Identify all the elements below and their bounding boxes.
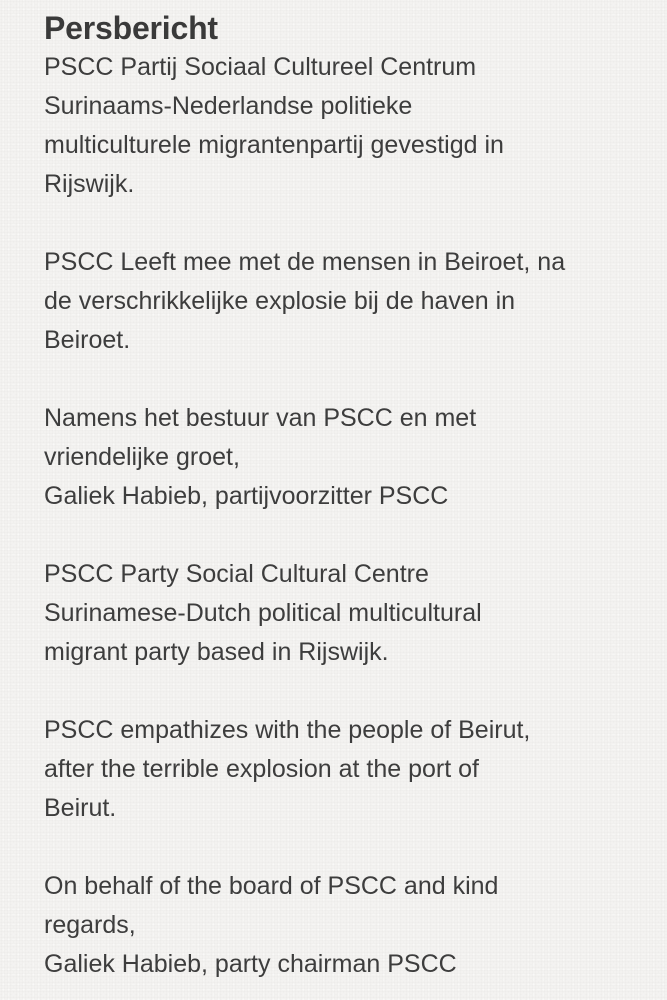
note-line: Rijswijk.: [44, 170, 135, 198]
paragraph-gap: [44, 204, 644, 243]
note-line: after the terrible explosion at the port of: [44, 755, 479, 783]
note-line: PSCC Party Social Cultural Centre: [44, 560, 429, 588]
paragraph-english-signature: [44, 867, 644, 984]
paragraph-dutch-signature: [44, 399, 644, 516]
note-line: regards,: [44, 911, 136, 939]
note-line: PSCC Partij Sociaal Cultureel Centrum: [44, 53, 477, 81]
note-title: Persbericht: [44, 10, 218, 46]
paragraph-dutch-intro: [44, 48, 644, 204]
paragraph-dutch-sympathy: [44, 243, 644, 360]
paragraph-gap: [44, 360, 644, 399]
note-line: Galiek Habieb, party chairman PSCC: [44, 950, 457, 978]
note-line: Namens het bestuur van PSCC en met: [44, 404, 477, 432]
note-line: de verschrikkelijke explosie bij de haven in: [44, 287, 516, 315]
note-line: vriendelijke groet,: [44, 443, 240, 471]
paragraph-english-intro: [44, 555, 644, 672]
note-line: On behalf of the board of PSCC and kind: [44, 872, 499, 900]
paragraph-english-sympathy: [44, 711, 644, 828]
note-line: Surinaams-Nederlandse politieke: [44, 92, 413, 120]
note-line: Surinamese-Dutch political multicultural: [44, 599, 482, 627]
note-line: PSCC Leeft mee met de mensen in Beiroet, na: [44, 248, 566, 276]
note-line: Galiek Habieb, partijvoorzitter PSCC: [44, 482, 449, 510]
note-line: multiculturele migrantenpartij gevestigd in: [44, 131, 504, 159]
note-line: PSCC empathizes with the people of Beirut,: [44, 716, 531, 744]
paragraph-gap: [44, 672, 644, 711]
note-line: Beiroet.: [44, 326, 131, 354]
paragraph-gap: [44, 828, 644, 867]
note-body[interactable]: [44, 8, 644, 984]
note-line: Beirut.: [44, 794, 117, 822]
paragraph-gap: [44, 516, 644, 555]
note-line: migrant party based in Rijswijk.: [44, 638, 389, 666]
